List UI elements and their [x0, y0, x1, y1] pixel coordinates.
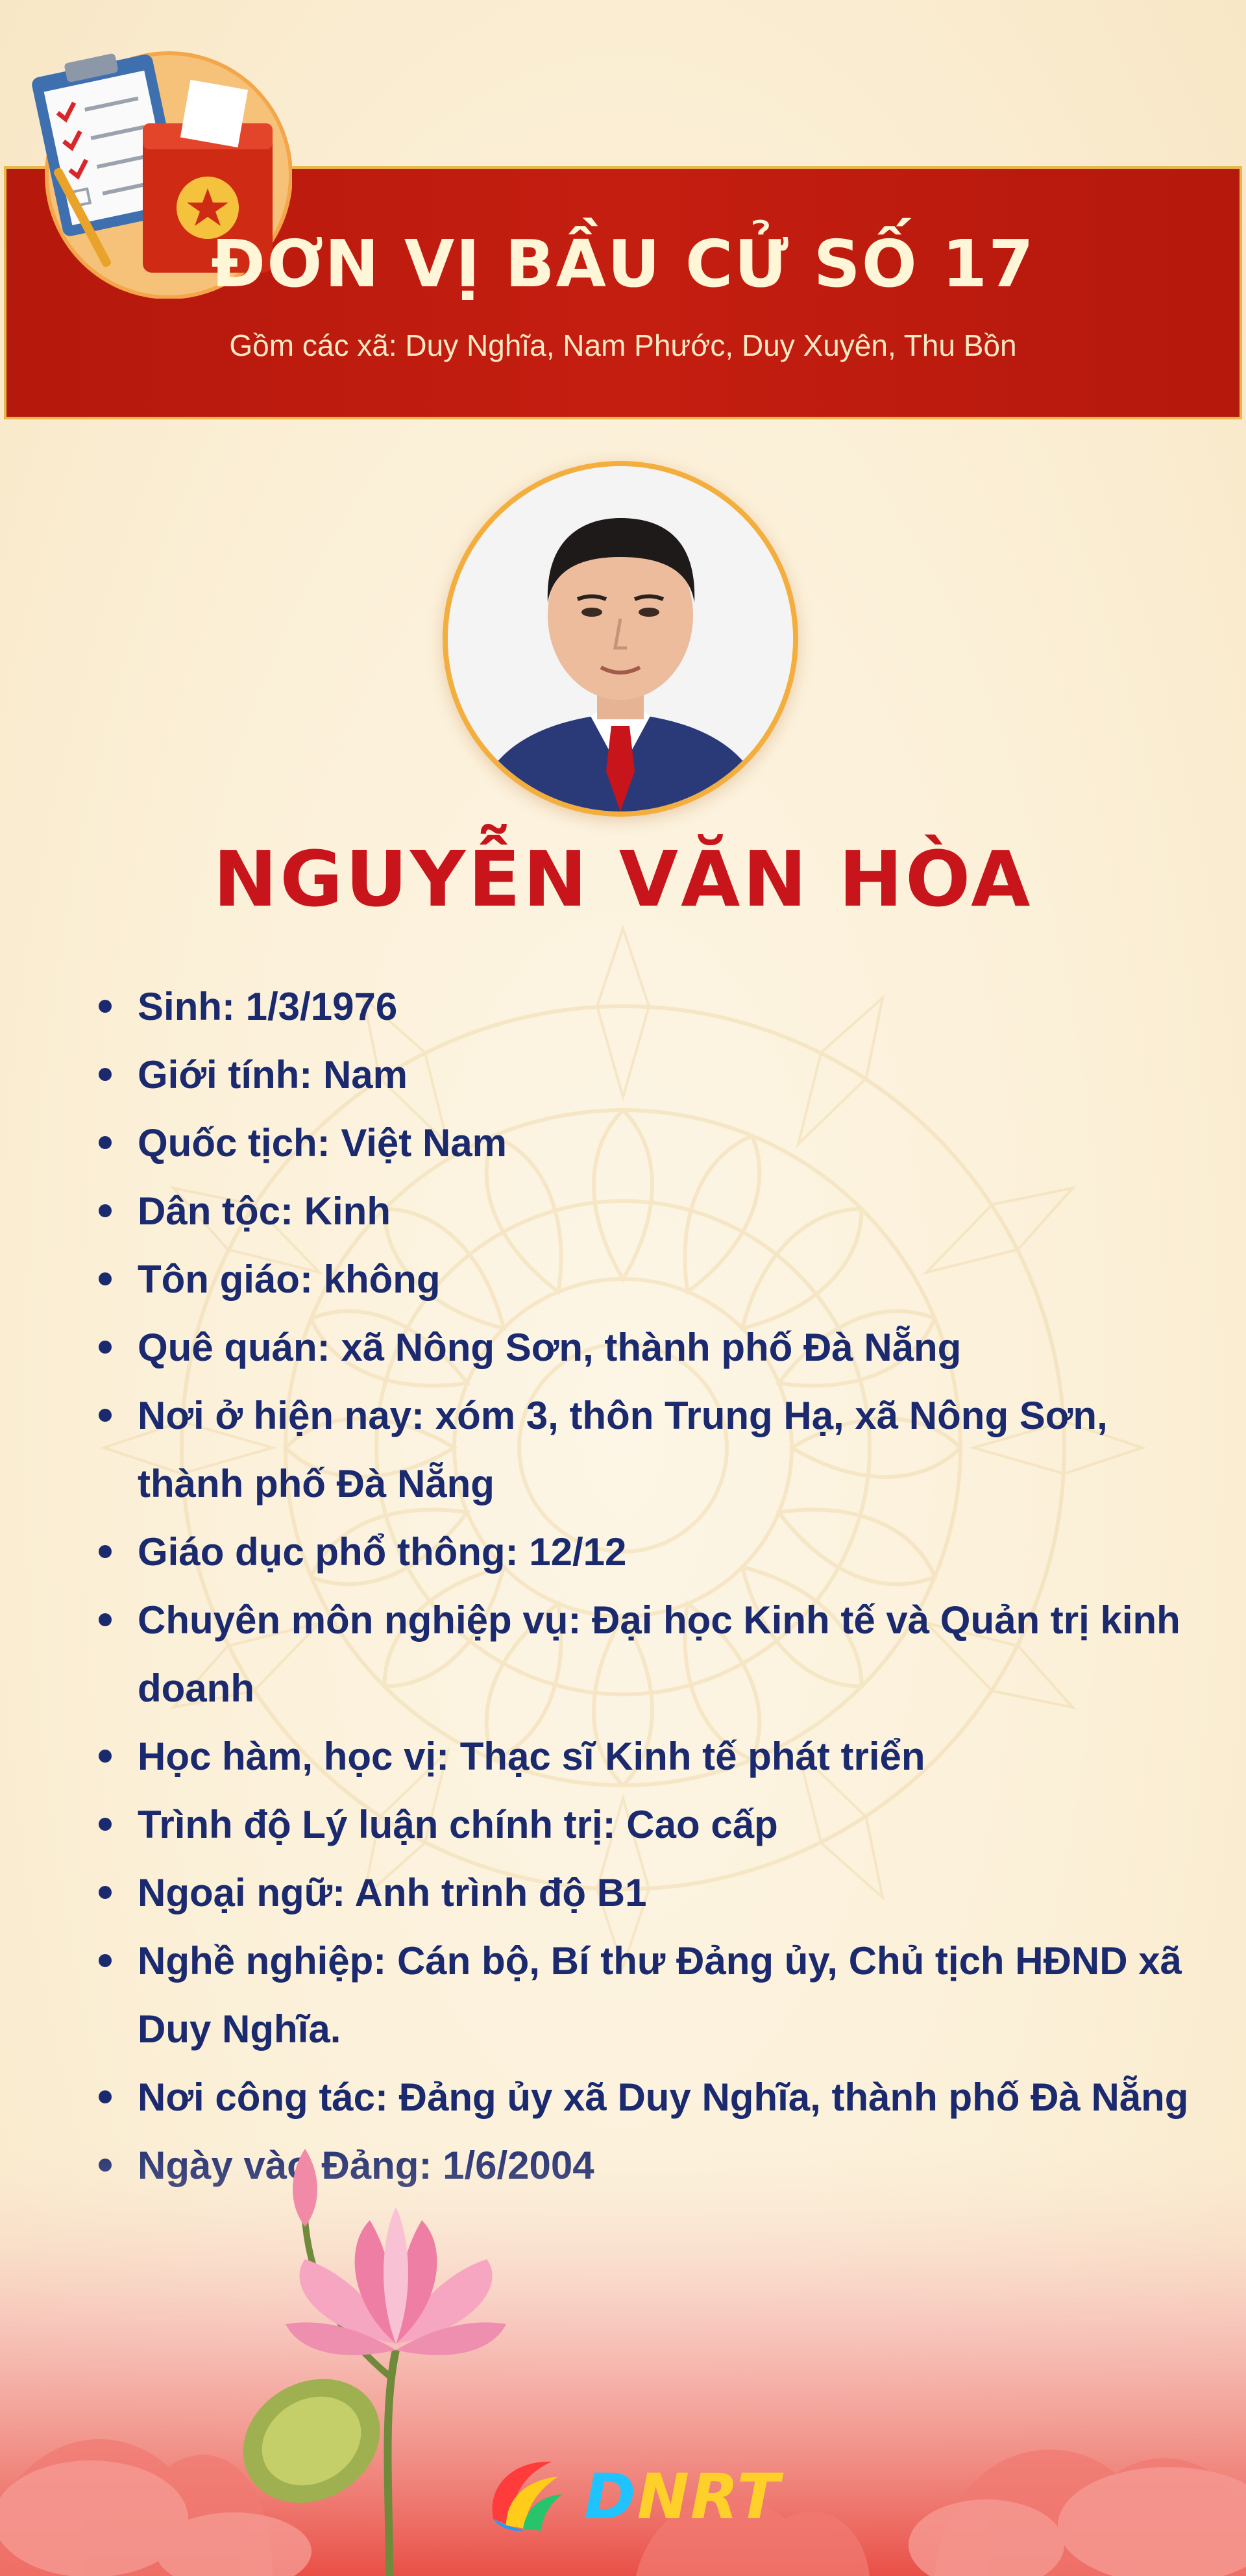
dnrt-logo-icon: [480, 2447, 571, 2538]
bullet-icon: [99, 2090, 112, 2103]
info-degree: Học hàm, học vị: Thạc sĩ Kinh tế phát triển: [97, 1722, 1201, 1790]
bullet-icon: [99, 1409, 112, 1422]
info-profession: Chuyên môn nghiệp vụ: Đại học Kinh tế và Quản trị kinh doanh: [97, 1586, 1201, 1722]
info-political-theory: Trình độ Lý luận chính trị: Cao cấp: [97, 1790, 1201, 1859]
info-education: Giáo dục phổ thông: 12/12: [97, 1518, 1201, 1586]
bullet-icon: [99, 1750, 112, 1763]
info-ethnicity: Dân tộc: Kinh: [97, 1177, 1201, 1245]
bullet-icon: [99, 1954, 112, 1967]
candidate-name: NGUYỄN VĂN HÒA: [213, 834, 1033, 924]
candidate-info-list: [97, 972, 1201, 2199]
page-title: ĐƠN VỊ BẦU CỬ SỐ 17: [211, 226, 1035, 302]
bullet-icon: [99, 1136, 112, 1149]
bullet-icon: [99, 1000, 112, 1013]
portrait-illustration: [448, 466, 793, 811]
info-religion: Tôn giáo: không: [97, 1245, 1201, 1313]
info-gender: Giới tính: Nam: [97, 1041, 1201, 1109]
dnrt-logo: [480, 2447, 781, 2538]
page-subtitle: Gồm các xã: Duy Nghĩa, Nam Phước, Duy Xuyên, Thu Bồn: [229, 328, 1017, 362]
info-hometown: Quê quán: xã Nông Sơn, thành phố Đà Nẵng: [97, 1313, 1201, 1381]
bullet-icon: [99, 1545, 112, 1558]
logo-letter-d: D: [584, 2460, 637, 2533]
info-birth: Sinh: 1/3/1976: [97, 972, 1201, 1041]
info-residence: Nơi ở hiện nay: xóm 3, thôn Trung Hạ, xã Nông Sơn, thành phố Đà Nẵng: [97, 1381, 1201, 1518]
candidate-portrait: [443, 461, 798, 817]
logo-letters-nrt: NRT: [637, 2460, 781, 2533]
bullet-icon: [99, 1272, 112, 1285]
info-foreign-language: Ngoại ngữ: Anh trình độ B1: [97, 1859, 1201, 1927]
bullet-icon: [99, 1613, 112, 1626]
info-workplace: Nơi công tác: Đảng ủy xã Duy Nghĩa, thành phố Đà Nẵng: [97, 2063, 1201, 2131]
bullet-icon: [99, 1818, 112, 1831]
bullet-icon: [99, 1886, 112, 1899]
bullet-icon: [99, 1341, 112, 1354]
bullet-icon: [99, 1204, 112, 1217]
bullet-icon: [99, 1068, 112, 1081]
info-nationality: Quốc tịch: Việt Nam: [97, 1109, 1201, 1177]
info-occupation: Nghề nghiệp: Cán bộ, Bí thư Đảng ủy, Chủ tịch HĐND xã Duy Nghĩa.: [97, 1927, 1201, 2063]
